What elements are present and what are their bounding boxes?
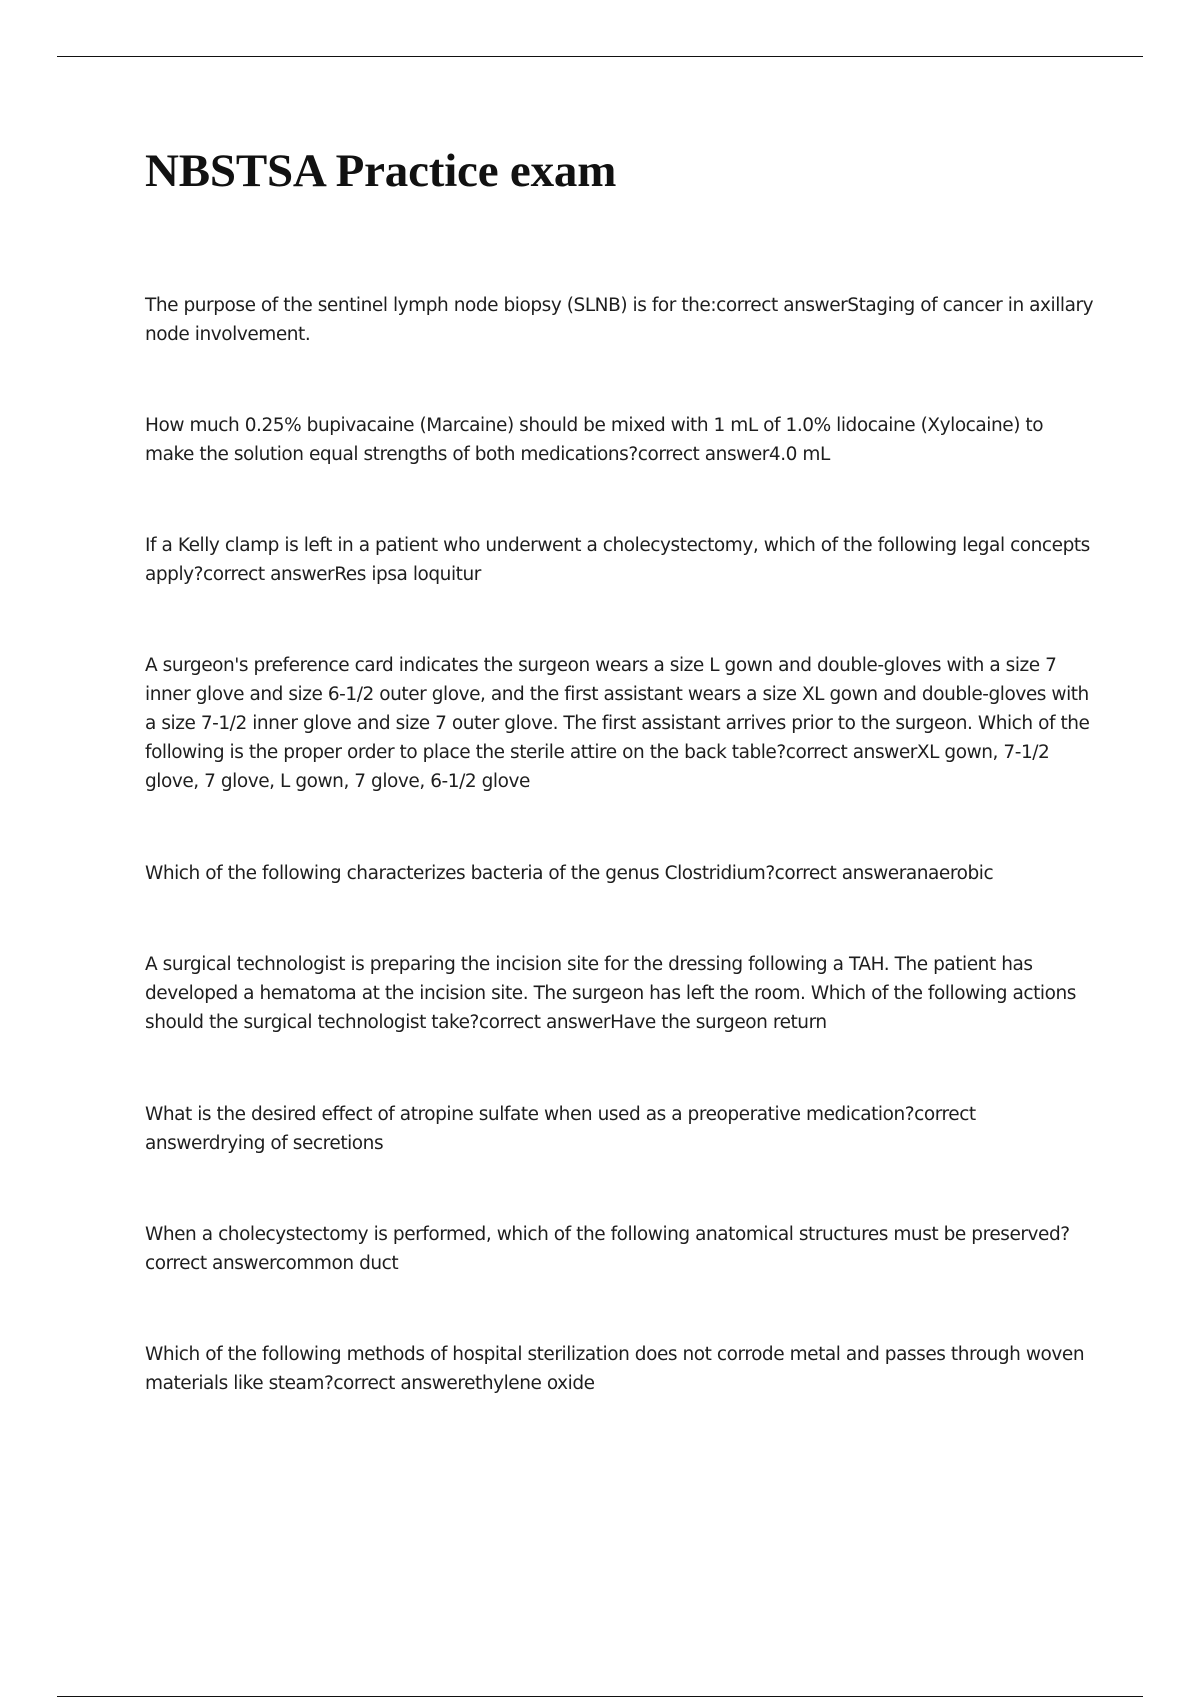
qa-item-2: How much 0.25% bupivacaine (Marcaine) should be mixed with 1 mL of 1.0% lidocaine (Xylocaine) to make the solution equal strengths of both medications?correct answer4.0 mL — [145, 415, 1044, 465]
qa-item-6: A surgical technologist is preparing the incision site for the dressing following a TAH. The patient has developed a hematoma at the incision site. The surgeon has left the room. Which of the following actions should the surgical technologist take?correct answerHave the surgeon return — [145, 954, 1076, 1033]
top-rule — [57, 56, 1143, 57]
qa-item-7: What is the desired effect of atropine sulfate when used as a preoperative medication?correct answerdrying of secretions — [145, 1104, 976, 1154]
qa-item-4: A surgeon's preference card indicates the surgeon wears a size L gown and double-gloves with a size 7 inner glove and size 6-1/2 outer glove, and the first assistant wears a size XL gown and double-gloves with a size 7-1/2 inner glove and size 7 outer glove. The first assistant arrives prior to the surgeon. Which of the following is the proper order to place the sterile attire on the back table?correct answerXL gown, 7-1/2 glove, 7 glove, L gown, 7 glove, 6-1/2 glove — [145, 655, 1090, 792]
qa-item-1: The purpose of the sentinel lymph node biopsy (SLNB) is for the:correct answerStaging of cancer in axillary node involvement. — [145, 295, 1094, 345]
page-title: NBSTSA Practice exam — [145, 145, 617, 197]
bottom-rule — [57, 1696, 1143, 1697]
qa-item-3: If a Kelly clamp is left in a patient who underwent a cholecystectomy, which of the following legal concepts apply?correct answerRes ipsa loquitur — [145, 535, 1090, 585]
qa-item-5: Which of the following characterizes bacteria of the genus Clostridium?correct answeranaerobic — [145, 863, 994, 884]
qa-item-8: When a cholecystectomy is performed, which of the following anatomical structures must be preserved?correct answercommon duct — [145, 1224, 1070, 1274]
qa-item-9: Which of the following methods of hospital sterilization does not corrode metal and passes through woven materials like steam?correct answerethylene oxide — [145, 1344, 1085, 1394]
